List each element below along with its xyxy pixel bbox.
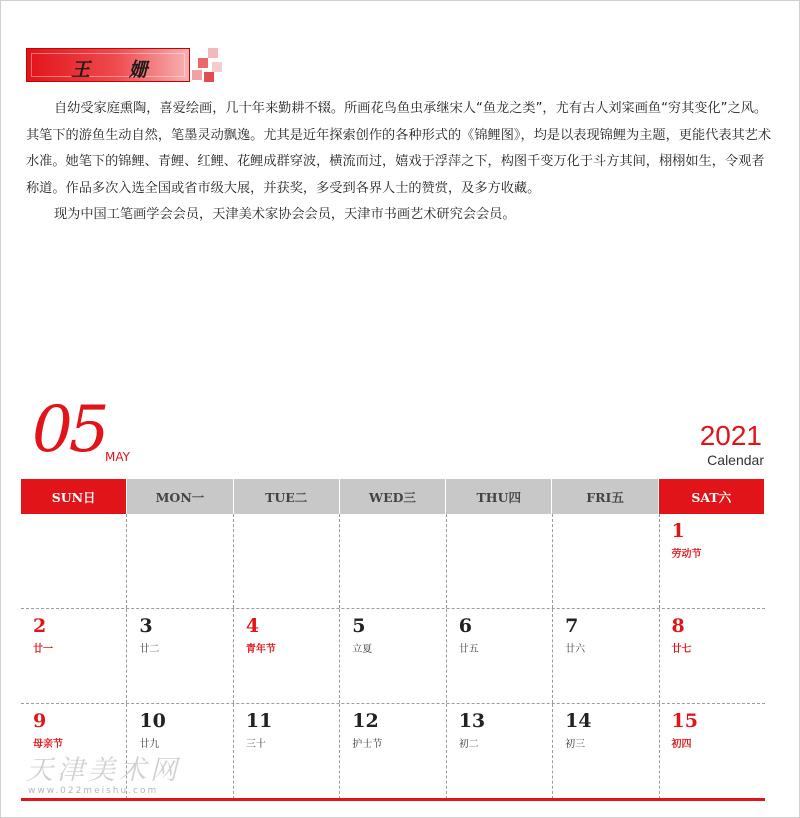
lunar-label: 廿六 xyxy=(565,644,586,655)
day-number: 3 xyxy=(139,615,153,637)
lunar-label: 廿二 xyxy=(139,644,160,655)
day-cell xyxy=(340,609,446,703)
lunar-label: 青年节 xyxy=(245,644,276,655)
weekday-tue: TUE二 xyxy=(234,479,340,514)
calendar-year: 2021 xyxy=(699,420,762,451)
lunar-label: 廿一 xyxy=(33,644,53,655)
weekday-sat: SAT六 xyxy=(659,479,765,514)
lunar-label: 护士节 xyxy=(352,739,383,750)
day-cell xyxy=(234,609,340,703)
month-number: 05 xyxy=(32,393,106,467)
day-number: 5 xyxy=(352,615,366,637)
lunar-label: 立夏 xyxy=(352,644,373,655)
day-cell xyxy=(340,704,446,799)
day-number: 4 xyxy=(245,615,260,637)
day-cell xyxy=(447,609,553,703)
day-cell xyxy=(553,704,659,799)
day-cell xyxy=(660,704,765,799)
bio-paragraph: 现为中国工笔画学会会员，天津美术家协会会员，天津市书画艺术研究会会员。 xyxy=(54,207,516,222)
day-cell xyxy=(21,514,127,608)
day-cell xyxy=(234,514,340,608)
lunar-label: 廿五 xyxy=(458,644,479,655)
weekday-sun: SUN日 xyxy=(21,479,127,514)
day-number: 9 xyxy=(33,710,47,732)
month-name: MAY xyxy=(105,450,130,464)
day-cell xyxy=(127,609,233,703)
day-number: 1 xyxy=(671,520,685,542)
day-number: 15 xyxy=(671,710,698,732)
day-cell xyxy=(447,514,553,608)
bottom-rule xyxy=(21,798,765,801)
decor-square xyxy=(192,70,202,80)
day-number: 6 xyxy=(458,615,472,637)
artist-bio xyxy=(26,96,774,229)
lunar-label: 三十 xyxy=(245,739,266,750)
day-cell xyxy=(553,514,659,608)
week-row xyxy=(21,514,765,609)
day-cell xyxy=(660,609,765,703)
weekday-mon: MON一 xyxy=(127,479,233,514)
day-number: 13 xyxy=(458,710,486,732)
day-cell xyxy=(340,514,446,608)
day-number: 11 xyxy=(245,710,273,732)
day-number: 12 xyxy=(352,710,379,732)
decor-square xyxy=(212,62,222,72)
calendar-label: Calendar xyxy=(707,452,764,468)
day-cell xyxy=(127,514,233,608)
decor-square xyxy=(198,58,208,68)
day-cell xyxy=(21,609,127,703)
lunar-label: 廿九 xyxy=(139,739,160,750)
day-cell xyxy=(447,704,553,799)
decor-square xyxy=(208,48,218,58)
week-row xyxy=(21,609,765,704)
watermark-url: www.022meishu.com xyxy=(28,786,159,796)
weekday-thu: THU四 xyxy=(446,479,552,514)
lunar-label: 初四 xyxy=(671,739,692,750)
lunar-label: 廿七 xyxy=(671,644,692,655)
lunar-label: 劳动节 xyxy=(671,549,702,560)
artist-name: 王 姗 xyxy=(71,59,164,81)
day-cell xyxy=(660,514,765,608)
weekday-header xyxy=(21,479,765,514)
day-cell xyxy=(553,609,659,703)
decor-square xyxy=(204,72,214,82)
weekday-fri: FRI五 xyxy=(552,479,658,514)
lunar-label: 初二 xyxy=(458,739,479,750)
day-number: 7 xyxy=(565,615,579,637)
lunar-label: 初三 xyxy=(565,739,586,750)
day-number: 8 xyxy=(671,615,685,637)
lunar-label: 母亲节 xyxy=(33,739,63,750)
weekday-wed: WED三 xyxy=(340,479,446,514)
day-number: 10 xyxy=(139,710,166,732)
artist-name-banner xyxy=(26,48,190,82)
day-number: 14 xyxy=(565,710,592,732)
watermark-logo: 天津美术网 xyxy=(26,755,181,786)
day-number: 2 xyxy=(33,615,47,637)
bio-paragraph: 自幼受家庭熏陶，喜爱绘画，几十年来勤耕不辍。所画花鸟鱼虫承继宋人“鱼龙之类”，尤有古人刘寀画鱼“穷其变化”之风。其笔下的游鱼生动自然，笔墨灵动飘逸。尤其是近年探索创作的各种形式的《锦鲤图》，均是以表现锦鲤为主题，更能代表其艺术水准。她笔下的锦鲤、青鲤、红鲤、花鲤成群穿波，横流而过，嬉戏于浮萍之下，构图千变万化于斗方其间，栩栩如生，令观者称道。作品多次入选全国或省市级大展，并获奖，多受到各界人士的赞赏，及多方收藏。 xyxy=(26,101,772,196)
day-cell xyxy=(234,704,340,799)
